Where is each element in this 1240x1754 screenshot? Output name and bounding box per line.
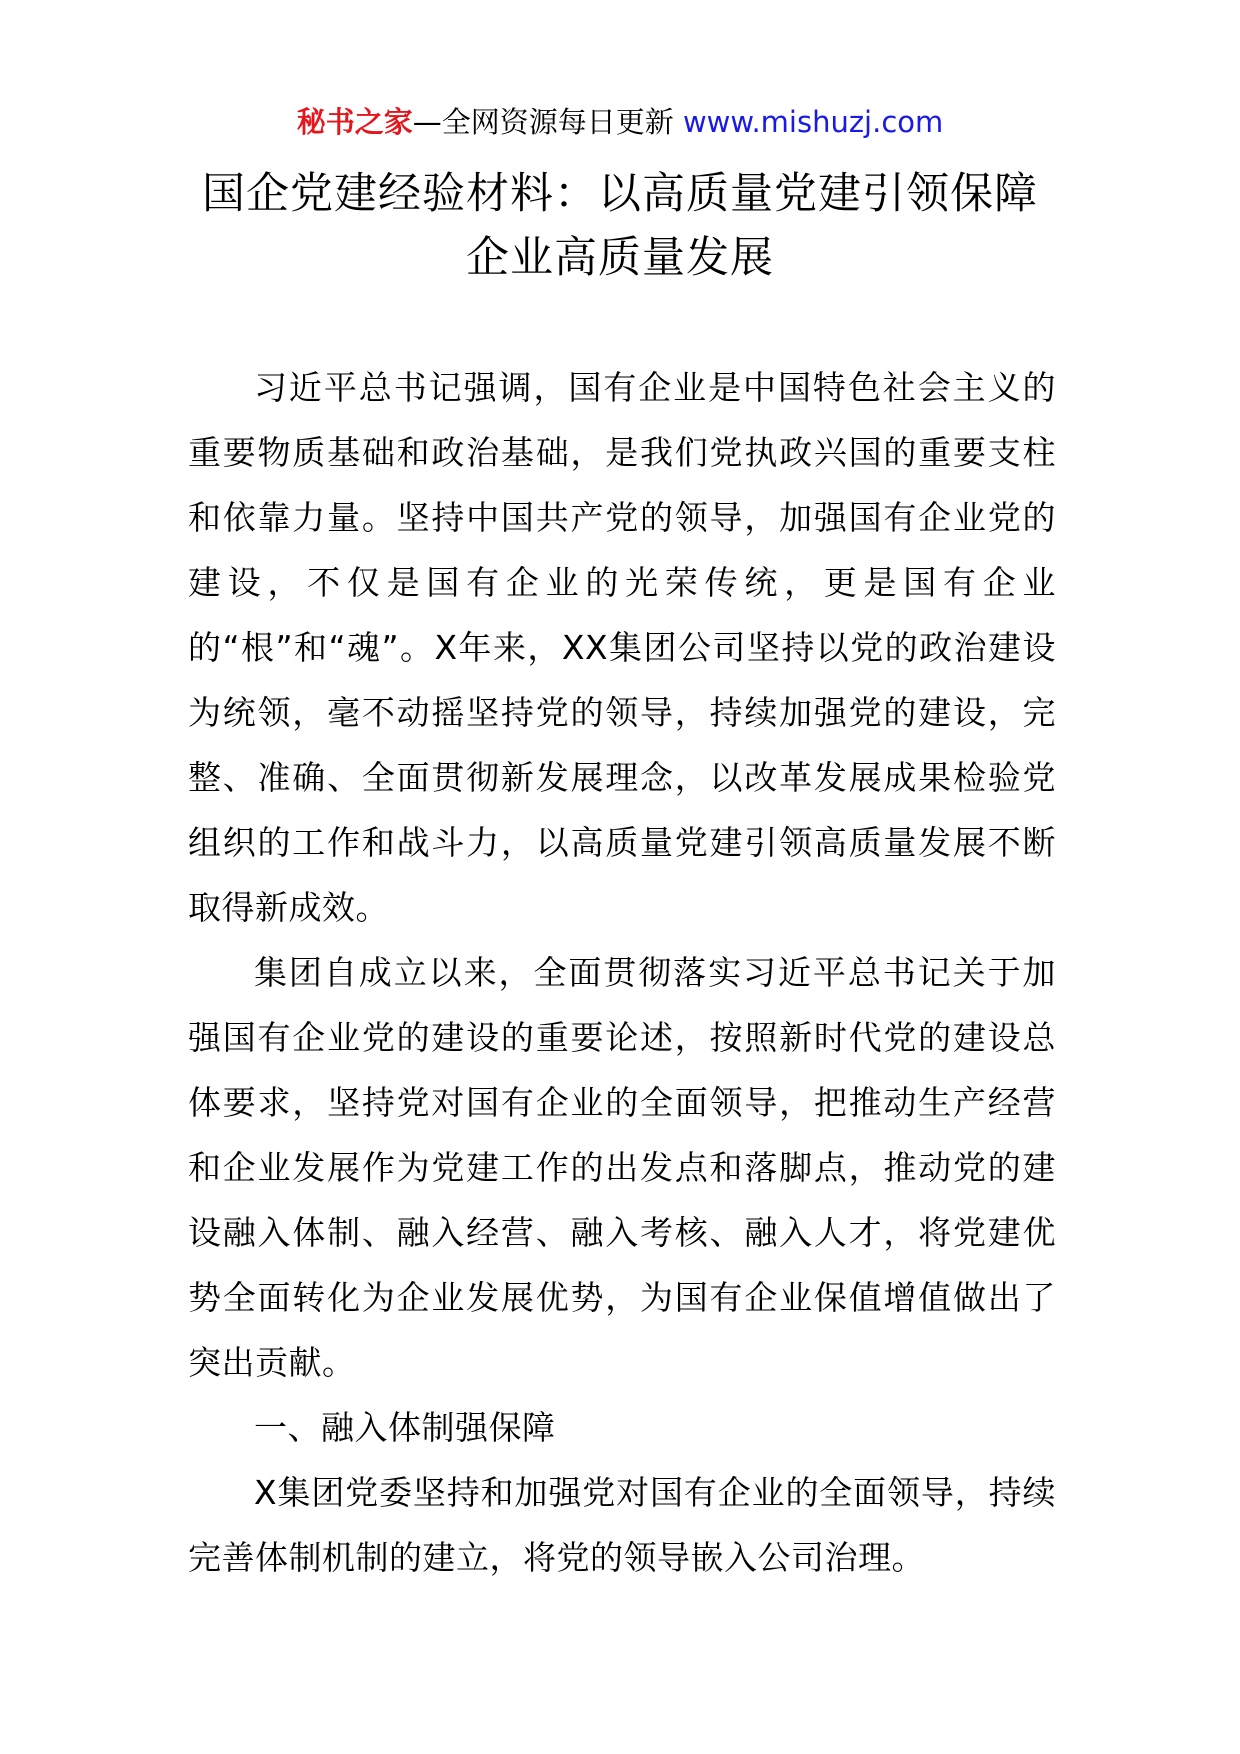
site-tagline: —全网资源每日更新 <box>412 105 674 139</box>
document-title: 国企党建经验材料：以高质量党建引领保障企业高质量发展 <box>202 169 1038 283</box>
site-url-link[interactable]: www.mishuzj.com <box>682 105 944 139</box>
site-header <box>0 102 1240 142</box>
paragraph-summary: 集团自成立以来，全面贯彻落实习近平总书记关于加强国有企业党的建设的重要论述，按照新时代党的建设总体要求，坚持党对国有企业的全面领导，把推动生产经营和企业发展作为党建工作的出发点和落脚点，推动党的建设融入体制、融入经营、融入考核、融入人才，将党建优势全面转化为企业发展优势，为国有企业保值增值做出了突出贡献。 <box>188 953 1056 1382</box>
paragraph-intro: 习近平总书记强调，国有企业是中国特色社会主义的重要物质基础和政治基础，是我们党执政兴国的重要支柱和依靠力量。坚持中国共产党的领导，加强国有企业党的建设，不仅是国有企业的光荣传统，更是国有企业的“根”和“魂”。X年来，XX集团公司坚持以党的政治建设为统领，毫不动摇坚持党的领导，持续加强党的建设，完整、准确、全面贯彻新发展理念，以改革发展成果检验党组织的工作和战斗力，以高质量党建引领高质量发展不断取得新成效。 <box>188 368 1056 927</box>
section-heading-1: 一、融入体制强保障 <box>254 1408 556 1447</box>
site-brand: 秘书之家 <box>296 105 413 139</box>
paragraph-section-1: X集团党委坚持和加强党对国有企业的全面领导，持续完善体制机制的建立，将党的领导嵌入公司治理。 <box>188 1473 1056 1577</box>
document-body <box>188 355 1056 1590</box>
